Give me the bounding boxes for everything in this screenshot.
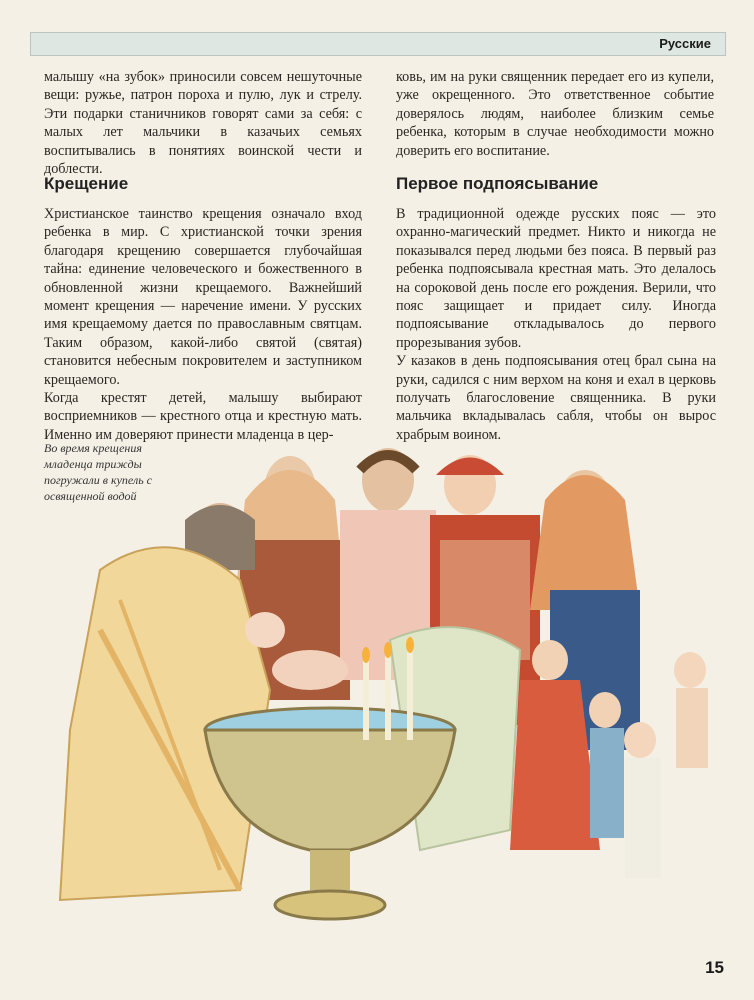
baptism-illustration <box>40 430 730 950</box>
left-intro-text <box>44 68 362 178</box>
right-intro-text <box>396 68 714 160</box>
baptism-heading: Крещение <box>44 174 129 193</box>
baptism-paragraph-1: Христианское таинство крещения означало вход ребенка в мир. С христианской точки зрения благодаря крещению совершается глубочайшая тайна: единение человеческого и божественного в обновленной жизни крещаемого. Важнейший момент крещения — наречение имени. У русских имя крещаемому дается по православным святцам. Таким образом, какой-либо святой (святая) становится небесным покровителем и заступником крещаемого. <box>44 206 362 388</box>
belting-heading: Первое подпоясывание <box>396 174 599 193</box>
belting-paragraph-2: У казаков в день подпоясывания отец брал сына на руки, садился с ним верхом на коня и ехал в церковь получать благословение священника. В руки мальчика вкладывалась сабля, чтобы он вырос храбрым воином. <box>396 353 716 443</box>
baptism-paragraph-2: Когда крестят детей, малышу выбирают восприемников — крестного отца и крестную мать. Именно им доверяют принести младенца в цер- <box>44 390 362 443</box>
right-intro-paragraph: ковь, им на руки священник передает его из купели, уже окрещенного. Это ответственное событие доверялось людям, наиболее близким семье ребенка, которым в случае необходимости можно доверить его воспитание. <box>396 69 714 159</box>
header-bar <box>30 32 726 56</box>
page-number: 15 <box>705 958 724 977</box>
baptism-body <box>44 205 362 444</box>
section-label: Русские <box>659 36 711 51</box>
belting-body <box>396 205 716 444</box>
left-intro-paragraph: малышу «на зубок» приносили совсем нешуточные вещи: ружье, патрон пороха и пулю, лук и стрелу. Эти подарки станичников говорят сами за себя: с малых лет мальчики в казачьих семьях воспитывались в понятиях воинской чести и доблести. <box>44 69 362 178</box>
belting-paragraph-1: В традиционной одежде русских пояс — это охранно-магический предмет. Никто и никогда не показывался перед людьми без пояса. В первый раз ребенка подпоясывала крестная мать. Это делалось на сороковой день после его рождения. Верили, что пояс защищает и придает силу. Иногда подпоясывание откладывалось до первого прорезывания зубов. <box>396 206 716 351</box>
illustration-caption: Во время крещения младенца трижды погружали в купель с освященной водой <box>44 441 152 503</box>
